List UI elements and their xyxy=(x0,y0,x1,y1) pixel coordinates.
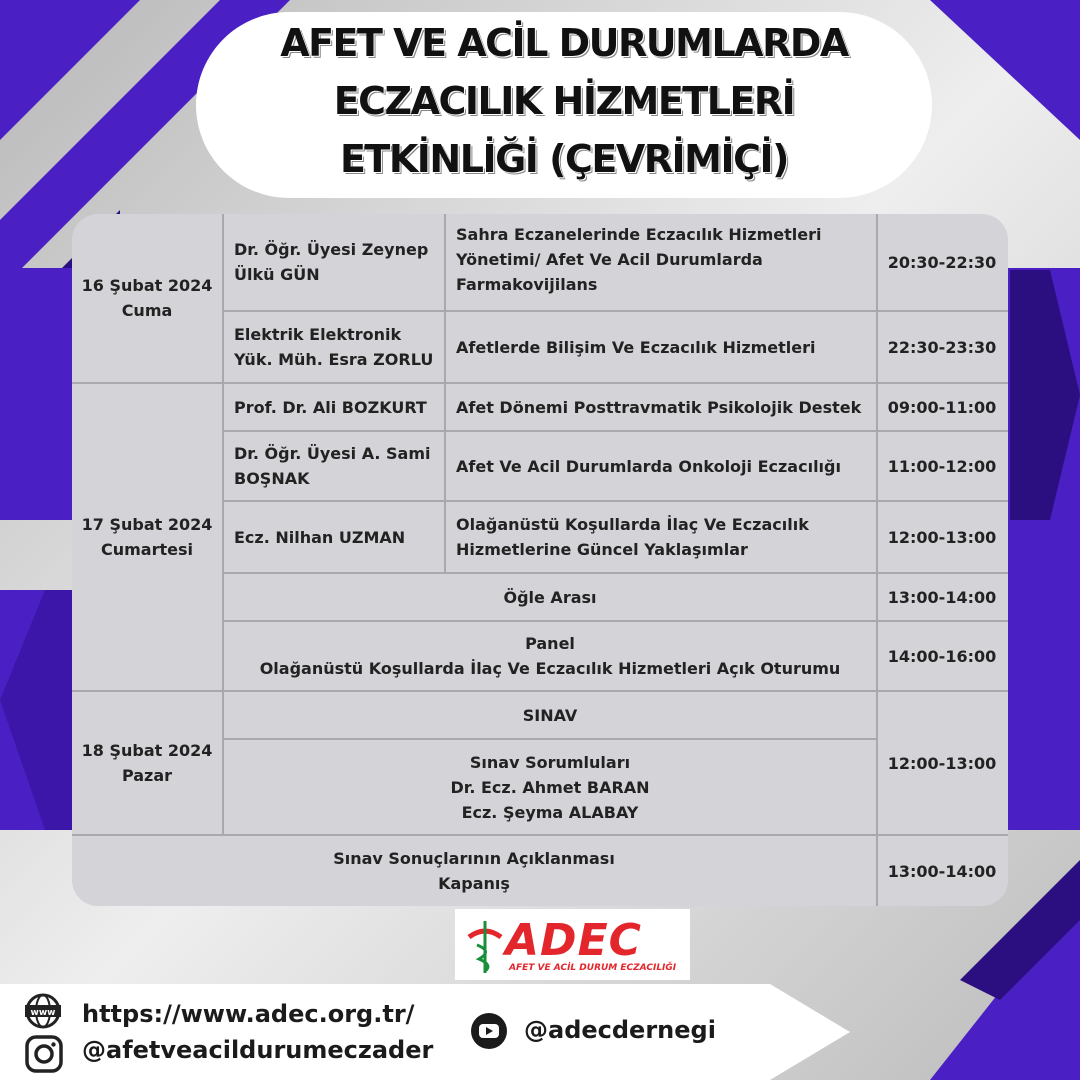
globe-www-icon xyxy=(22,992,64,1030)
grid-line xyxy=(72,690,1008,692)
day-weekday: Cumartesi xyxy=(101,540,193,559)
instagram-link[interactable]: @afetveacildurumeczader xyxy=(82,1036,434,1064)
schedule-table xyxy=(72,214,1008,906)
time-cell: 20:30-22:30 xyxy=(887,252,997,272)
topic-line: Farmakovijilans xyxy=(456,275,598,294)
speaker-cell xyxy=(224,312,446,382)
day-weekday: Cuma xyxy=(121,301,173,320)
closing-cell xyxy=(72,836,876,906)
topic-line: Hizmetlerine Güncel Yaklaşımlar xyxy=(456,540,748,559)
svg-text:www: www xyxy=(30,1008,56,1018)
grid-line xyxy=(222,430,1008,432)
grid-line xyxy=(876,214,878,906)
panel-subtitle: Olağanüstü Koşullarda İlaç Ve Eczacılık Hizmetleri Açık Oturumu xyxy=(259,659,841,678)
title-line-2: ECZACILIK HİZMETLERİ xyxy=(333,79,795,123)
supervisor-heading: Sınav Sorumluları xyxy=(469,752,631,772)
speaker-line: Dr. Öğr. Üyesi A. Sami xyxy=(234,444,431,463)
lunch-break-cell: Öğle Arası xyxy=(503,587,597,607)
time-cell: 12:00-13:00 xyxy=(887,527,997,547)
panel-title: Panel xyxy=(525,634,575,653)
speaker-line: Elektrik Elektronik xyxy=(234,325,402,344)
instagram-icon xyxy=(24,1034,64,1074)
youtube-link[interactable]: @adecdernegi xyxy=(524,1016,716,1044)
grid-line xyxy=(72,834,1008,836)
speaker-line: BOŞNAK xyxy=(234,469,310,488)
grid-line xyxy=(222,738,876,740)
time-cell: 13:00-14:00 xyxy=(887,861,997,881)
grid-line xyxy=(444,214,446,574)
pharmacy-caduceus-icon xyxy=(463,915,507,975)
day-cell-1 xyxy=(72,214,222,382)
title-line-1: AFET VE ACİL DURUMLARDA xyxy=(280,21,848,65)
page-title xyxy=(196,14,932,188)
closing-line: Sınav Sonuçlarının Açıklanması xyxy=(333,849,615,868)
speaker-line: Yük. Müh. Esra ZORLU xyxy=(234,350,434,369)
speaker-cell: Ecz. Nilhan UZMAN xyxy=(234,527,406,547)
supervisor-name: Ecz. Şeyma ALABAY xyxy=(461,802,639,822)
day-weekday: Pazar xyxy=(121,766,173,785)
time-cell: 09:00-11:00 xyxy=(887,397,997,417)
youtube-icon xyxy=(470,1012,508,1050)
logo-subtitle: AFET VE ACİL DURUM ECZACILIĞI xyxy=(509,963,677,973)
speaker-line: Dr. Öğr. Üyesi Zeynep xyxy=(234,240,429,259)
grid-line xyxy=(222,310,1008,312)
topic-line: Yönetimi/ Afet Ve Acil Durumlarda xyxy=(456,250,763,269)
time-cell: 12:00-13:00 xyxy=(887,753,997,773)
supervisor-name: Dr. Ecz. Ahmet BARAN xyxy=(450,777,650,797)
topic-cell: Afet Dönemi Posttravmatik Psikolojik Destek xyxy=(456,397,862,417)
topic-cell xyxy=(446,214,876,310)
footer xyxy=(0,984,850,1080)
grid-line xyxy=(222,214,224,836)
time-cell: 11:00-12:00 xyxy=(887,456,997,476)
speaker-cell xyxy=(224,432,446,500)
logo-text: ADEC xyxy=(505,915,642,966)
topic-line: Sahra Eczanelerinde Eczacılık Hizmetleri xyxy=(456,225,822,244)
grid-line xyxy=(222,620,1008,622)
panel-cell xyxy=(224,622,876,690)
website-link[interactable]: https://www.adec.org.tr/ xyxy=(82,1000,415,1028)
time-cell: 22:30-23:30 xyxy=(887,337,997,357)
day-date: 18 Şubat 2024 xyxy=(81,741,213,760)
exam-cell: SINAV xyxy=(522,705,578,725)
day-cell-2 xyxy=(72,384,222,690)
day-cell-3 xyxy=(72,692,222,834)
topic-cell xyxy=(446,502,876,572)
speaker-cell: Prof. Dr. Ali BOZKURT xyxy=(234,397,427,417)
speaker-cell xyxy=(224,214,446,310)
speaker-line: Ülkü GÜN xyxy=(234,265,320,284)
closing-line: Kapanış xyxy=(438,874,510,893)
day-date: 16 Şubat 2024 xyxy=(81,276,213,295)
title-line-3: ETKİNLİĞİ (ÇEVRİMİÇİ) xyxy=(339,137,789,181)
topic-cell: Afet Ve Acil Durumlarda Onkoloji Eczacılığı xyxy=(456,456,841,476)
grid-line xyxy=(72,382,1008,384)
time-cell: 13:00-14:00 xyxy=(887,587,997,607)
grid-line xyxy=(222,572,1008,574)
topic-cell: Afetlerde Bilişim Ve Eczacılık Hizmetleri xyxy=(456,337,816,357)
adec-logo xyxy=(455,909,690,980)
day-date: 17 Şubat 2024 xyxy=(81,515,213,534)
exam-supervisors-cell xyxy=(224,740,876,834)
time-cell: 14:00-16:00 xyxy=(887,646,997,666)
topic-line: Olağanüstü Koşullarda İlaç Ve Eczacılık xyxy=(456,515,809,534)
grid-line xyxy=(222,500,1008,502)
